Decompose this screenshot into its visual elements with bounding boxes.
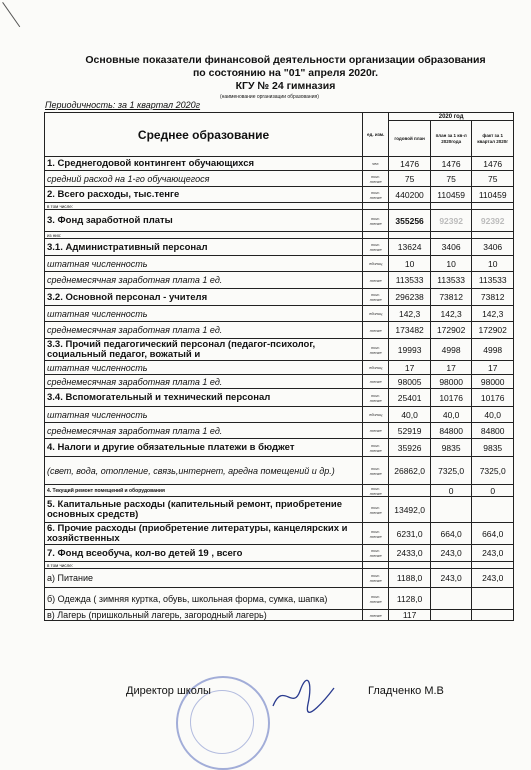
value-plan-q1: 172902: [430, 322, 472, 339]
row-label: 3.4. Вспомогательный и технический персонал: [45, 389, 363, 407]
value-plan-q1: 1476: [430, 157, 472, 171]
value-annual: 40,0: [389, 407, 431, 423]
row-label: 3.1. Административный персонал: [45, 239, 363, 256]
row-label: 3.3. Прочий педагогический персонал (педагог-психолог, социальный педагог, вожатый и: [45, 339, 363, 361]
value-plan-q1: 142,3: [430, 306, 472, 322]
value-fact-q1: 3406: [472, 239, 514, 256]
table-row: [45, 203, 514, 210]
row-unit: тыс. тенге: [363, 339, 389, 361]
row-unit: тыс. тенге: [363, 439, 389, 457]
value-plan-q1: 17: [430, 361, 472, 375]
value-plan-q1: 40,0: [430, 407, 472, 423]
value-plan-q1: 7325,0: [430, 457, 472, 485]
row-unit: [363, 203, 389, 210]
row-unit: единиц: [363, 256, 389, 272]
value-fact-q1: [472, 203, 514, 210]
row-label: 7. Фонд всеобуча, кол-во детей 19 , всего: [45, 545, 363, 562]
row-unit: единиц: [363, 361, 389, 375]
value-plan-q1: 243,0: [430, 569, 472, 588]
row-label: 5. Капитальные расходы (капительный ремонт, приобретение основных средств): [45, 497, 363, 523]
value-annual: 98005: [389, 375, 431, 389]
row-label: 2. Всего расходы, тыс.тенге: [45, 187, 363, 203]
row-label: среднемесячная заработная плата 1 ед.: [45, 423, 363, 439]
value-fact-q1: 243,0: [472, 569, 514, 588]
value-plan-q1: 664,0: [430, 523, 472, 545]
value-annual: 355256: [389, 210, 431, 232]
value-plan-q1: 4998: [430, 339, 472, 361]
value-annual: 25401: [389, 389, 431, 407]
table-row: [45, 523, 514, 545]
value-plan-q1: 243,0: [430, 545, 472, 562]
value-fact-q1: 40,0: [472, 407, 514, 423]
table-row: [45, 361, 514, 375]
row-unit: тыс. тенге: [363, 523, 389, 545]
value-plan-q1: 75: [430, 171, 472, 187]
table-row: [45, 306, 514, 322]
value-plan-q1: 0: [430, 485, 472, 497]
value-annual: 113533: [389, 272, 431, 289]
table-row: [45, 439, 514, 457]
value-annual: 26862,0: [389, 457, 431, 485]
value-fact-q1: 4998: [472, 339, 514, 361]
table-row: [45, 239, 514, 256]
table-row: [45, 407, 514, 423]
value-plan-q1: 98000: [430, 375, 472, 389]
year-header: 2020 год: [389, 113, 514, 121]
table-row: [45, 457, 514, 485]
table-row: [45, 588, 514, 610]
value-fact-q1: 9835: [472, 439, 514, 457]
value-plan-q1: 73812: [430, 289, 472, 306]
row-label: 4. Налоги и другие обязательные платежи в бюджет: [45, 439, 363, 457]
row-label: 4. Текущий ремонт помещений и оборудования: [45, 485, 363, 497]
organization-note: (наименование организации образования): [220, 94, 319, 100]
row-unit: единиц: [363, 407, 389, 423]
value-plan-q1: 113533: [430, 272, 472, 289]
col-header-fact-q1: факт за 1 квартал 2020г: [472, 121, 514, 157]
table-row: [45, 232, 514, 239]
row-label: 1. Среднегодовой контингент обучающихся: [45, 157, 363, 171]
row-unit: [363, 562, 389, 569]
row-unit: тыс. тенге: [363, 588, 389, 610]
table-row: [45, 171, 514, 187]
row-label: а) Питание: [45, 569, 363, 588]
value-annual: 52919: [389, 423, 431, 439]
row-unit: тыс. тенге: [363, 239, 389, 256]
value-fact-q1: 0: [472, 485, 514, 497]
value-annual: 17: [389, 361, 431, 375]
table-row: [45, 389, 514, 407]
value-annual: 117: [389, 610, 431, 621]
row-label: в том числе:: [45, 562, 363, 569]
value-fact-q1: [472, 610, 514, 621]
value-plan-q1: 84800: [430, 423, 472, 439]
value-annual: 19993: [389, 339, 431, 361]
value-plan-q1: 110459: [430, 187, 472, 203]
row-unit: тыс. тенге: [363, 545, 389, 562]
value-annual: 13492,0: [389, 497, 431, 523]
table-row: [45, 322, 514, 339]
table-row: [45, 610, 514, 621]
row-label: штатная численность: [45, 306, 363, 322]
row-unit: чел.: [363, 157, 389, 171]
value-fact-q1: 113533: [472, 272, 514, 289]
row-unit: тыс. тенге: [363, 569, 389, 588]
table-row: [45, 562, 514, 569]
row-label: из них:: [45, 232, 363, 239]
value-annual: 13624: [389, 239, 431, 256]
table-row: [45, 339, 514, 361]
signature: [268, 676, 338, 716]
row-unit: тыс. тенге: [363, 389, 389, 407]
value-fact-q1: 84800: [472, 423, 514, 439]
value-plan-q1: [430, 203, 472, 210]
row-label: (свет, вода, отопление, связь,интернет, аредна помещений и др.): [45, 457, 363, 485]
value-annual: 440200: [389, 187, 431, 203]
row-unit: тенге: [363, 272, 389, 289]
value-annual: 6231,0: [389, 523, 431, 545]
col-header-plan-q1: план за 1 кв-л 2020года: [430, 121, 472, 157]
table-row: [45, 545, 514, 562]
row-label: 3.2. Основной персонал - учителя: [45, 289, 363, 306]
table-row: [45, 423, 514, 439]
row-label: 6. Прочие расходы (приобретение литературы, канцелярских и хозяйственных: [45, 523, 363, 545]
value-fact-q1: 7325,0: [472, 457, 514, 485]
value-fact-q1: 664,0: [472, 523, 514, 545]
row-label: штатная численность: [45, 407, 363, 423]
table-row: [45, 157, 514, 171]
row-label: среднемесячная заработная плата 1 ед.: [45, 375, 363, 389]
row-label: штатная численность: [45, 256, 363, 272]
row-label: в) Лагерь (пришкольный лагерь, загородный лагерь): [45, 610, 363, 621]
table-row: [45, 256, 514, 272]
value-fact-q1: [472, 588, 514, 610]
value-fact-q1: 75: [472, 171, 514, 187]
value-annual: 173482: [389, 322, 431, 339]
value-plan-q1: [430, 562, 472, 569]
row-unit: тыс. тенге: [363, 289, 389, 306]
table-body: [45, 157, 514, 621]
value-plan-q1: [430, 588, 472, 610]
value-plan-q1: 92392: [430, 210, 472, 232]
value-plan-q1: [430, 497, 472, 523]
table-row: [45, 485, 514, 497]
row-label: в том числе:: [45, 203, 363, 210]
value-fact-q1: 92392: [472, 210, 514, 232]
official-stamp-inner: [190, 690, 254, 754]
value-plan-q1: 10176: [430, 389, 472, 407]
value-fact-q1: 17: [472, 361, 514, 375]
row-unit: тыс. тенге: [363, 187, 389, 203]
table-row: [45, 272, 514, 289]
value-annual: 1188,0: [389, 569, 431, 588]
value-plan-q1: 10: [430, 256, 472, 272]
row-unit: тыс. тенге: [363, 497, 389, 523]
director-name: Гладченко М.В: [368, 685, 444, 697]
value-plan-q1: [430, 610, 472, 621]
row-unit: тенге: [363, 610, 389, 621]
row-label: средний расход на 1-го обучающегося: [45, 171, 363, 187]
value-annual: 1128,0: [389, 588, 431, 610]
value-fact-q1: 10176: [472, 389, 514, 407]
value-fact-q1: [472, 232, 514, 239]
value-plan-q1: [430, 232, 472, 239]
value-annual: 35926: [389, 439, 431, 457]
row-unit: тенге: [363, 423, 389, 439]
value-annual: 10: [389, 256, 431, 272]
value-annual: 296238: [389, 289, 431, 306]
row-label: среднемесячная заработная плата 1 ед.: [45, 272, 363, 289]
value-fact-q1: 10: [472, 256, 514, 272]
row-label: 3. Фонд заработной платы: [45, 210, 363, 232]
value-fact-q1: 73812: [472, 289, 514, 306]
table-row: [45, 569, 514, 588]
row-unit: тенге: [363, 375, 389, 389]
value-annual: 142,3: [389, 306, 431, 322]
col-header-annual: годовой план: [389, 121, 431, 157]
value-annual: 75: [389, 171, 431, 187]
table-row: [45, 187, 514, 203]
table-row: [45, 497, 514, 523]
row-unit: тыс. тенге: [363, 457, 389, 485]
value-fact-q1: 142,3: [472, 306, 514, 322]
value-plan-q1: 9835: [430, 439, 472, 457]
value-fact-q1: 110459: [472, 187, 514, 203]
organization-name: КГУ № 24 гимназия: [235, 80, 336, 92]
table-row: [45, 375, 514, 389]
value-annual: 1476: [389, 157, 431, 171]
row-unit: тыс. тенге: [363, 485, 389, 497]
row-unit: тыс. тенге: [363, 171, 389, 187]
value-fact-q1: 172902: [472, 322, 514, 339]
table-title: Среднее образование: [45, 113, 363, 157]
unit-header: ед. изм.: [363, 113, 389, 157]
value-fact-q1: 243,0: [472, 545, 514, 562]
value-annual: [389, 232, 431, 239]
value-annual: [389, 485, 431, 497]
table-row: [45, 289, 514, 306]
table-row: [45, 210, 514, 232]
report-date: по состоянию на "01" апреля 2020г.: [192, 67, 379, 79]
director-label: Директор школы: [126, 685, 211, 697]
value-plan-q1: 3406: [430, 239, 472, 256]
row-unit: [363, 232, 389, 239]
value-annual: [389, 562, 431, 569]
row-unit: единиц: [363, 306, 389, 322]
periodicity: Периодичность: за 1 квартал 2020г: [45, 100, 201, 110]
corner-mark: [2, 2, 20, 27]
row-unit: тыс. тенге: [363, 210, 389, 232]
financial-table: [44, 112, 514, 621]
value-annual: 2433,0: [389, 545, 431, 562]
row-label: штатная численность: [45, 361, 363, 375]
value-fact-q1: 1476: [472, 157, 514, 171]
value-fact-q1: [472, 562, 514, 569]
value-annual: [389, 203, 431, 210]
row-label: б) Одежда ( зимняя куртка, обувь, школьная форма, сумка, шапка): [45, 588, 363, 610]
value-fact-q1: 98000: [472, 375, 514, 389]
row-label: среднемесячная заработная плата 1 ед.: [45, 322, 363, 339]
value-fact-q1: [472, 497, 514, 523]
report-title: Основные показатели финансовой деятельности организации образования: [85, 54, 486, 66]
row-unit: тенге: [363, 322, 389, 339]
